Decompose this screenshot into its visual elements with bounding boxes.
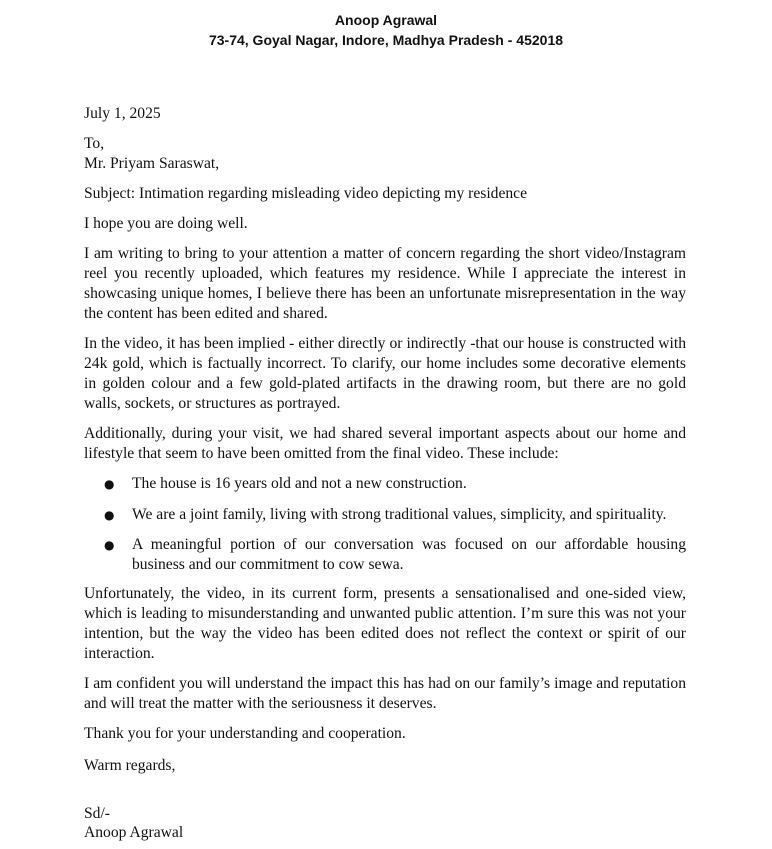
greeting: I hope you are doing well. bbox=[84, 215, 248, 232]
sender-address: 73-74, Goyal Nagar, Indore, Madhya Pradesh - 452018 bbox=[208, 32, 564, 48]
subject-line: Subject: Intimation regarding misleading video depicting my residence bbox=[84, 185, 528, 202]
paragraph-omitted-aspects: Additionally, during your visit, we had shared several important aspects about our home and lifestyle that seem to have been omitted from the final video. These include: bbox=[84, 425, 686, 462]
signature-mark: Sd/- bbox=[84, 805, 110, 822]
bullet-text: The house is 16 years old and not a new construction. bbox=[132, 475, 467, 492]
sender-name: Anoop Agrawal bbox=[334, 12, 438, 28]
bullet-text: A meaningful portion of our conversation was focused on our affordable housing business and our commitment to cow sewa. bbox=[132, 536, 686, 573]
paragraph-clarification: In the video, it has been implied - either directly or indirectly -that our house is constructed with 24k gold, which is factually incorrect. To clarify, our home includes some decorative elements in golden colour and a few gold-plated artifacts in the drawing room, but there are no gold walls, sockets, or structures as portrayed. bbox=[84, 335, 686, 412]
paragraph-concern: I am writing to bring to your attention a matter of concern regarding the short video/Instagram reel you recently uploaded, which features my residence. While I appreciate the interest in showcasing unique homes, I believe there has been an unfortunate misrepresentation in the way the content has been edited and shared. bbox=[84, 245, 686, 322]
bullet-dot-icon: ● bbox=[104, 508, 115, 522]
bullet-text: We are a joint family, living with strong traditional values, simplicity, and spirituality. bbox=[132, 506, 667, 523]
bullet-dot-icon: ● bbox=[104, 477, 115, 491]
signatory-name: Anoop Agrawal bbox=[84, 824, 184, 841]
letter-date: July 1, 2025 bbox=[84, 105, 161, 122]
paragraph-thanks: Thank you for your understanding and cooperation. bbox=[84, 725, 406, 742]
recipient-name: Mr. Priyam Saraswat, bbox=[84, 155, 220, 172]
to-label: To, bbox=[84, 135, 105, 152]
bullet-dot-icon: ● bbox=[104, 538, 115, 552]
paragraph-request: I am confident you will understand the impact this has had on our family’s image and reputation and will treat the matter with the seriousness it deserves. bbox=[84, 675, 686, 712]
paragraph-impact: Unfortunately, the video, in its current form, presents a sensationalised and one-sided view, which is leading to misunderstanding and unwanted public attention. I’m sure this was not your intention, but the way the video has been edited does not reflect the context or spirit of our interaction. bbox=[84, 585, 686, 662]
sign-off: Warm regards, bbox=[84, 757, 176, 774]
